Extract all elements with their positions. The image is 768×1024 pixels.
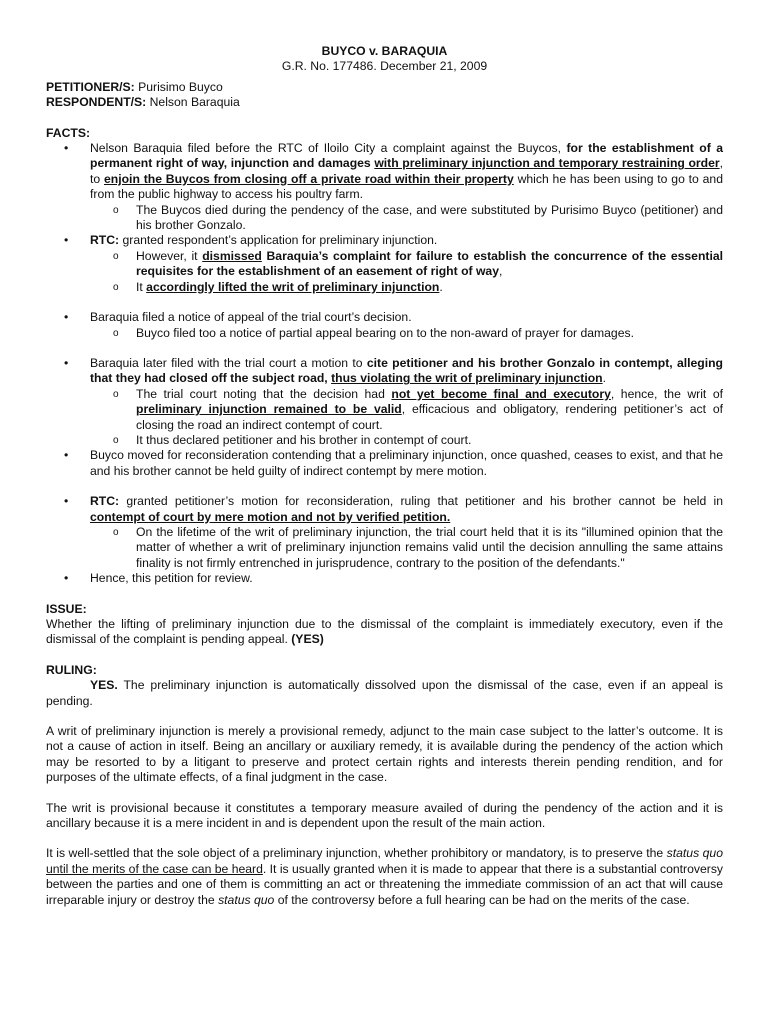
spacer (46, 341, 723, 356)
bullet-icon: • (64, 233, 69, 248)
bullet-icon: • (64, 448, 69, 463)
fact-text: , to (90, 156, 723, 186)
petitioner-name: Purisimo Buyco (138, 79, 223, 94)
ruling-paragraph-1 (46, 678, 723, 709)
ruling-text: The preliminary injunction is automatically dissolved upon the dismissal of the case, even if an appeal is pending. (46, 678, 723, 708)
bullet-icon: • (64, 494, 69, 509)
subfact-bold-text: Baraquia’s complaint for failure to establish the concurrence of the essential requisites for the establishment of an easement of right of way (136, 248, 724, 279)
fact-underlined-text: with preliminary injunction and temporary restraining order (374, 156, 720, 171)
document-page (46, 44, 723, 908)
bullet-icon: • (64, 571, 69, 586)
facts-sublist (90, 249, 723, 295)
spacer (46, 479, 723, 494)
facts-sublist (90, 203, 723, 234)
bullet-icon: • (64, 355, 69, 370)
ruling-paragraph-3: The writ is provisional because it constitutes a temporary measure availed of during the pendency of the action and it is ancillary because it is a mere incident in and is dependent upon the result of the main action. (46, 800, 723, 831)
ruling-paragraph-4 (46, 846, 723, 908)
facts-sublist (90, 525, 723, 571)
fact-text: Nelson Baraquia filed before the RTC of Iloilo City a complaint against the Buycos, (90, 141, 567, 156)
ruling-text: . It is usually granted when it is made to appear that there is a substantial controversy between the parties and one of them is committing an act or threatening the immediate commission of an act that will cause irreparable injury or destroy the (46, 861, 724, 907)
subfact-text: , efficacious and obligatory, rendering petitioner’s act of closing the road an indirect contempt of court. (136, 402, 723, 432)
rtc-label: RTC: (90, 233, 120, 248)
facts-item-1 (46, 141, 723, 233)
facts-item-5 (46, 448, 723, 479)
ruling-heading: RULING: (46, 662, 97, 677)
facts-list (46, 141, 723, 587)
subfact-text: It thus declared petitioner and his brother in contempt of court. (136, 432, 472, 447)
ruling-italic-text: status quo (218, 892, 275, 907)
facts-subitem (90, 525, 723, 571)
facts-item-3 (46, 310, 723, 341)
subfact-text: On the lifetime of the writ of preliminary injunction, the trial court held that it is its "illumined opinion that the matter of whether a writ of preliminary injunction remains valid until the decision annulling the same attains finality is not firmly entrenched in jurisprudence, contrary to the position of the defendants." (136, 524, 723, 570)
subfact-underlined-text: accordingly lifted the writ of preliminary injunction (146, 279, 440, 294)
fact-underlined-text: contempt of court by mere motion and not by verified petition. (90, 509, 451, 524)
facts-item-2 (46, 233, 723, 295)
ruling-paragraph-2: A writ of preliminary injunction is merely a provisional remedy, adjunct to the main case subject to the latter’s outcome. It is not a cause of action in itself. Being an ancillary or auxiliary remedy, it is available during the pendency of the action which may be resorted to by a litigant to preserve and protect certain rights and interests therein pending rendition, and for purposes of the ultimate effects, of a final judgment in the case. (46, 724, 723, 785)
facts-item-4 (46, 356, 723, 448)
circle-bullet-icon: o (113, 250, 119, 262)
respondent-line (46, 95, 723, 110)
facts-heading: FACTS: (46, 125, 91, 140)
facts-subitem (90, 387, 723, 433)
issue-question: Whether the lifting of preliminary injunction due to the dismissal of the complaint is immediately executory, even if the dismissal of the complaint is pending appeal. (46, 617, 723, 647)
fact-text: Baraquia later filed with the trial court a motion to (90, 355, 367, 370)
subfact-text: , hence, the writ of (610, 386, 723, 401)
ruling-text: of the controversy before a full hearing can be had on the merits of the case. (274, 892, 690, 907)
bullet-icon: • (64, 141, 69, 156)
fact-bold-text: cite petitioner and his brother Gonzalo in contempt, alleging that they had closed off the subject road, (90, 355, 723, 386)
subfact-text: . (439, 279, 443, 294)
rtc-label: RTC: (90, 494, 120, 509)
ruling-underlined-text: until the merits of the case can be heard (46, 861, 263, 876)
facts-sublist (90, 326, 723, 341)
fact-text: . (602, 371, 606, 386)
subfact-text: Buyco filed too a notice of partial appeal bearing on to the non-award of prayer for damages. (136, 325, 634, 340)
respondent-label: RESPONDENT/S: (46, 95, 147, 110)
fact-bold-text: for the establishment of a permanent right of way, injunction and damages (90, 141, 723, 171)
facts-subitem (90, 280, 723, 295)
subfact-text: , (499, 264, 503, 279)
bullet-icon: • (64, 310, 69, 325)
subfact-text: It (136, 279, 147, 294)
subfact-underlined-text: dismissed (202, 248, 262, 263)
ruling-answer: YES. (90, 678, 118, 693)
fact-text: granted petitioner’s motion for reconsideration, ruling that petitioner and his brother cannot be held in (119, 494, 723, 509)
ruling-text: It is well-settled that the sole object of a preliminary injunction, whether prohibitory or mandatory, is to preserve the (46, 846, 667, 861)
spacer (46, 295, 723, 310)
facts-subitem (90, 326, 723, 341)
petitioner-line (46, 80, 723, 95)
circle-bullet-icon: o (113, 526, 119, 538)
issue-answer: (YES) (291, 632, 324, 647)
ruling-italic-text: status quo (666, 846, 723, 861)
subfact-text: The trial court noting that the decision had (136, 386, 392, 401)
circle-bullet-icon: o (113, 204, 119, 216)
facts-subitem (90, 203, 723, 234)
circle-bullet-icon: o (113, 434, 119, 446)
facts-item-6 (46, 494, 723, 571)
circle-bullet-icon: o (113, 281, 119, 293)
respondent-name: Nelson Baraquia (149, 95, 240, 110)
fact-text: granted respondent’s application for preliminary injunction. (119, 233, 438, 248)
fact-underlined-text: thus violating the writ of preliminary injunction (331, 371, 603, 386)
facts-item-7 (46, 571, 723, 586)
fact-text: Hence, this petition for review. (90, 571, 253, 586)
petitioner-label: PETITIONER/S: (46, 79, 135, 94)
subfact-text: However, it (136, 248, 203, 263)
fact-text: Buyco moved for reconsideration contending that a preliminary injunction, once quashed, ceases to exist, and that he and his brother cannot be held guilty of indirect contempt by mere motion. (90, 448, 723, 478)
subfact-underlined-text: preliminary injunction remained to be valid (136, 402, 402, 417)
case-title: BUYCO v. BARAQUIA (321, 44, 448, 58)
issue-heading: ISSUE: (46, 601, 87, 616)
issue-text (46, 617, 723, 648)
case-citation: G.R. No. 177486. December 21, 2009 (281, 59, 488, 74)
fact-text: Baraquia filed a notice of appeal of the trial court’s decision. (90, 310, 412, 325)
facts-subitem (90, 433, 723, 448)
facts-subitem (90, 249, 723, 280)
facts-sublist (90, 387, 723, 449)
circle-bullet-icon: o (113, 327, 119, 339)
circle-bullet-icon: o (113, 388, 119, 400)
subfact-underlined-text: not yet become final and executory (391, 386, 611, 401)
subfact-text: The Buycos died during the pendency of the case, and were substituted by Purisimo Buyco (petitioner) and his brother Gonzalo. (136, 202, 723, 233)
fact-text: which he has been using to go to and from the public highway to access his poultry farm. (90, 171, 723, 202)
fact-underlined-text: enjoin the Buycos from closing off a private road within their property (104, 171, 514, 186)
